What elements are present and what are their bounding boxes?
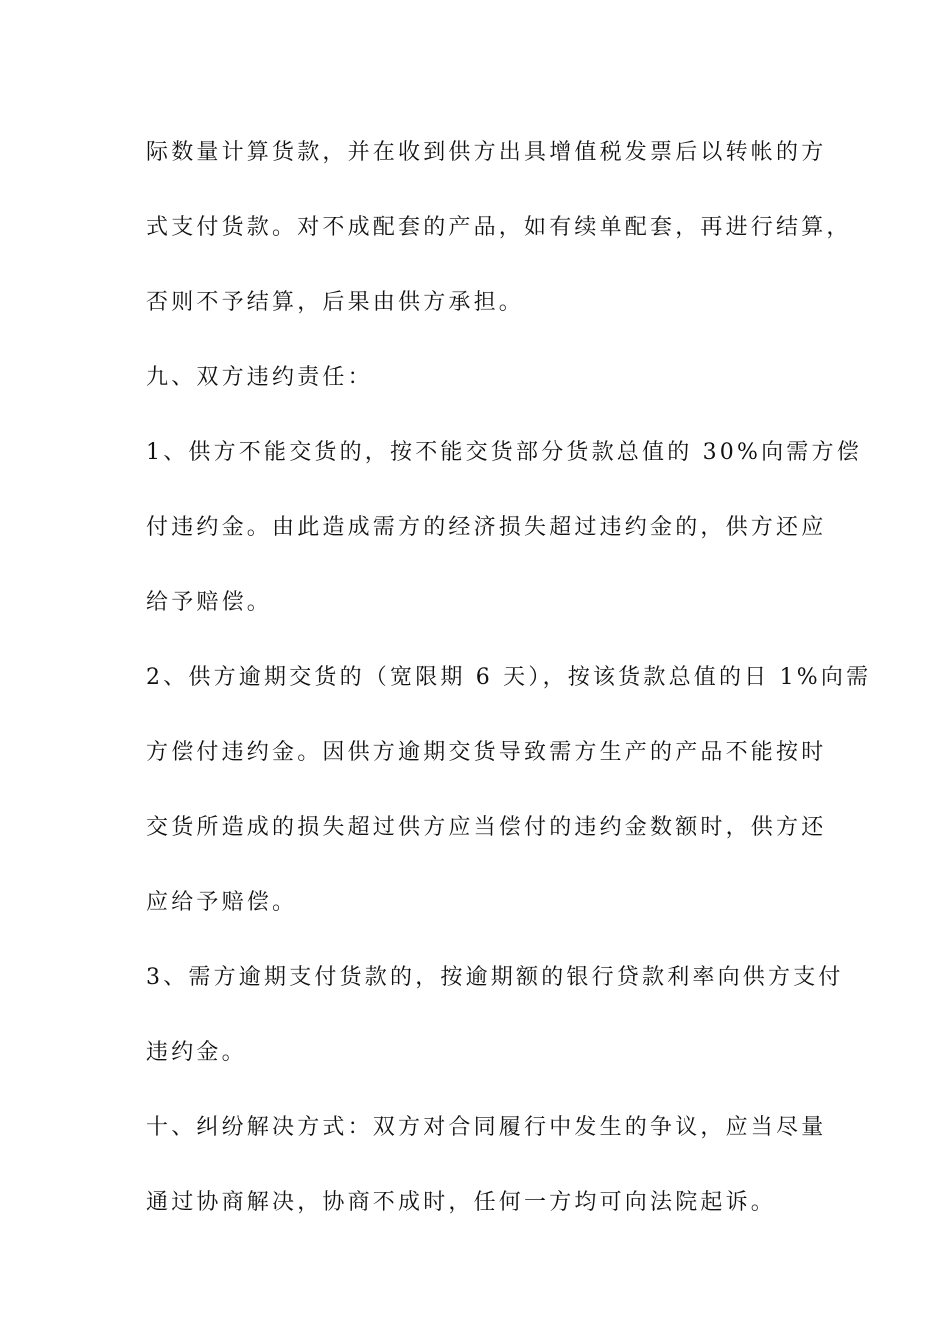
text-line: 式支付货款。对不成配套的产品，如有续单配套，再进行结算，	[146, 215, 852, 240]
text-line: 2、供方逾期交货的（宽限期 6 天），按该货款总值的日 1%向需	[146, 665, 872, 690]
text-line: 应给予赔偿。	[146, 890, 298, 915]
text-line: 否则不予结算，后果由供方承担。	[146, 290, 525, 315]
text-line: 交货所造成的损失超过供方应当偿付的违约金数额时，供方还	[146, 815, 827, 840]
text-line: 3、需方逾期支付货款的，按逾期额的银行贷款利率向供方支付	[146, 965, 844, 990]
text-line: 通过协商解决，协商不成时，任何一方均可向法院起诉。	[146, 1190, 777, 1215]
text-line: 方偿付违约金。因供方逾期交货导致需方生产的产品不能按时	[146, 740, 827, 765]
section-heading-9: 九、双方违约责任：	[146, 365, 373, 390]
text-line: 给予赔偿。	[146, 590, 273, 615]
text-line: 际数量计算货款，并在收到供方出具增值税发票后以转帐的方	[146, 140, 827, 165]
text-line: 付违约金。由此造成需方的经济损失超过违约金的，供方还应	[146, 515, 827, 540]
text-line: 违约金。	[146, 1040, 247, 1065]
section-heading-10: 十、纠纷解决方式：双方对合同履行中发生的争议，应当尽量	[146, 1115, 827, 1140]
text-line: 1、供方不能交货的，按不能交货部分货款总值的 30%向需方偿	[146, 440, 862, 465]
